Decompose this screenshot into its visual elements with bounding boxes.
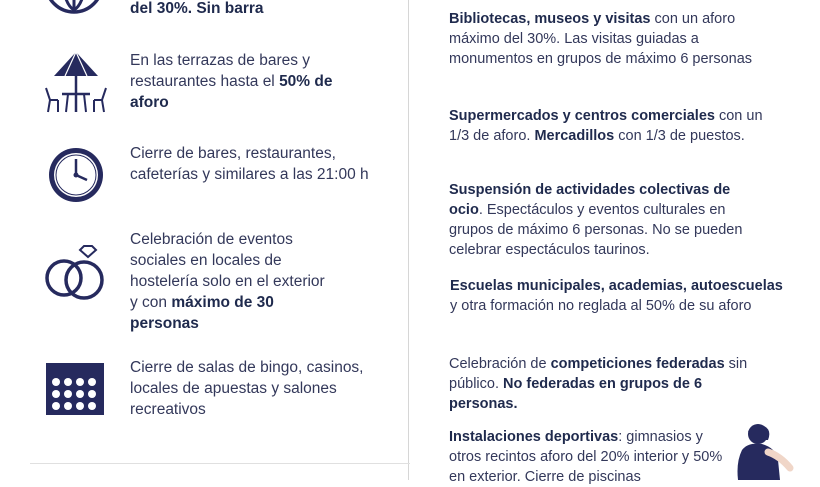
terrace-umbrella-icon bbox=[40, 50, 112, 114]
section-divider bbox=[30, 463, 410, 464]
item-social-events: Celebración de eventos sociales en locales de hostelería solo en el exterior y con máximo de 30 personas bbox=[130, 231, 325, 332]
clock-icon bbox=[47, 146, 105, 204]
item-leisure-activities: Suspensión de actividades colectivas de ocio. Espectáculos y eventos culturales en grupos de máximo 6 personas. No se pueden celebrar espectáculos taurinos. bbox=[449, 182, 743, 258]
item-supermarkets: Supermercados y centros comerciales con un 1/3 de aforo. Mercadillos con 1/3 de puestos. bbox=[449, 108, 763, 144]
item-bar-capacity: del 30%. Sin barra bbox=[130, 0, 264, 17]
column-divider bbox=[408, 0, 409, 480]
item-bingo-closure: Cierre de salas de bingo, casinos, locales de apuestas y salones recreativos bbox=[130, 359, 364, 418]
item-closing-time: Cierre de bares, restaurantes, cafeterías y similares a las 21:00 h bbox=[130, 145, 369, 183]
globe-icon bbox=[42, 0, 106, 18]
item-sports-facilities: Instalaciones deportivas: gimnasios y otros recintos aforo del 20% interior y 50% en exterior. Cierre de piscinas bbox=[449, 429, 723, 485]
woman-exercising-illustration bbox=[728, 420, 798, 480]
item-libraries-museums: Bibliotecas, museos y visitas con un aforo máximo del 30%. Las visitas guiadas a monumentos en grupos de máximo 6 personas bbox=[449, 11, 753, 67]
bingo-card-icon bbox=[45, 362, 105, 416]
item-competitions: Celebración de competiciones federadas sin público. No federadas en grupos de 6 personas. bbox=[449, 356, 748, 412]
wedding-rings-icon bbox=[40, 244, 106, 304]
item-terraces: En las terrazas de bares y restaurantes hasta el 50% de aforo bbox=[130, 52, 333, 111]
item-schools-academies: Escuelas municipales, academias, autoescuelas y otra formación no reglada al 50% de su aforo bbox=[450, 278, 783, 314]
